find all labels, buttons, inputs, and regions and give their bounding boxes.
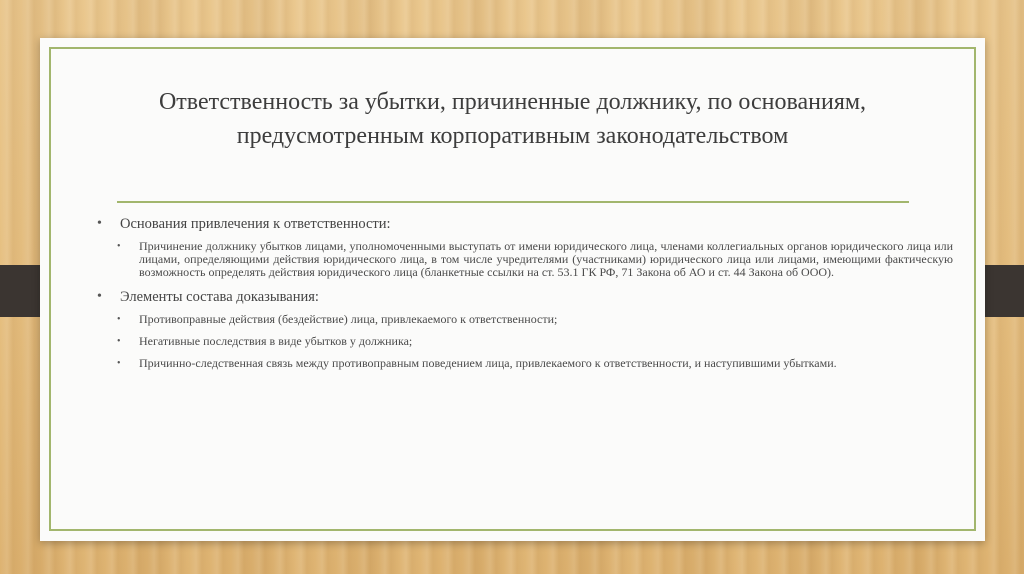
- bullet-icon: •: [97, 216, 102, 231]
- section-heading-text: Элементы состава доказывания:: [120, 289, 319, 305]
- list-item: [97, 335, 953, 348]
- list-item: [97, 357, 953, 370]
- bullet-icon: •: [117, 241, 121, 252]
- list-item: [97, 240, 953, 279]
- slide-content: [97, 215, 953, 379]
- bullet-icon: •: [117, 336, 121, 347]
- title-divider: [117, 201, 909, 203]
- slide: [40, 38, 985, 541]
- bullet-icon: •: [97, 289, 102, 304]
- section-heading-grounds: [97, 215, 953, 233]
- section-heading-elements: [97, 288, 953, 306]
- section-heading-text: Основания привлечения к ответственности:: [120, 216, 391, 232]
- slide-title: Ответственность за убытки, причиненные должнику, по основаниям, предусмотренным корпоративным законодательством: [158, 89, 867, 149]
- list-item-text: Причинение должнику убытков лицами, уполномоченными выступать от имени юридического лица, членами коллегиальных органов юридического лица или лицами, определяющими действия юридического лица, в том числе учредителями (участниками) юридического лица или лицами, имеющими фактическую возможность определять действия юридического лица (бланкетные ссылки на ст. 53.1 ГК РФ, 71 Закона об АО и ст. 44 Закона об ООО).: [139, 239, 953, 279]
- list-item-text: Негативные последствия в виде убытков у должника;: [139, 334, 413, 348]
- list-item-text: Противоправные действия (бездействие) лица, привлекаемого к ответственности;: [139, 312, 558, 326]
- bullet-icon: •: [117, 358, 121, 369]
- list-item: [97, 313, 953, 326]
- bullet-icon: •: [117, 314, 121, 325]
- list-item-text: Причинно-следственная связь между противоправным поведением лица, привлекаемого к ответственности, и наступившими убытками.: [139, 356, 837, 370]
